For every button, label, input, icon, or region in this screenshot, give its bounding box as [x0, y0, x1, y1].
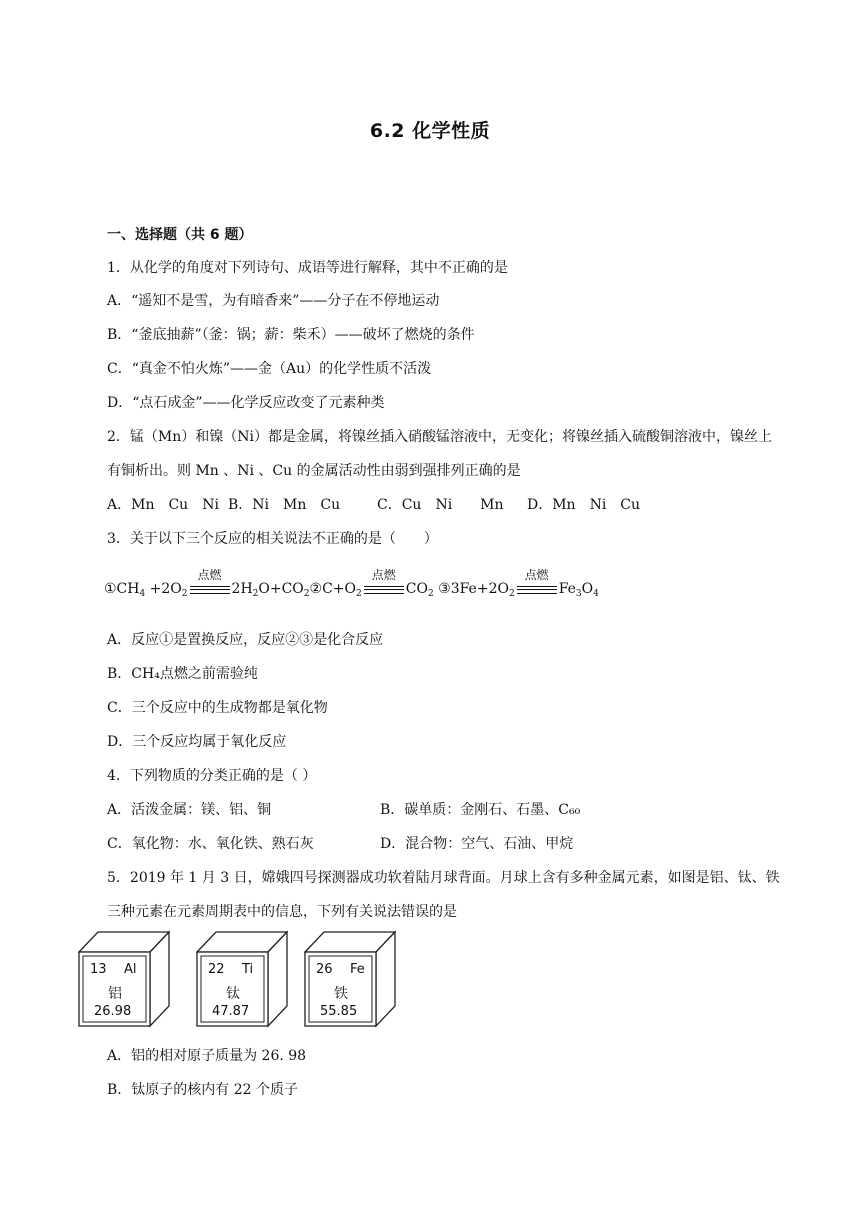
q4-option-c: C．氧化物：水、氧化铁、熟石灰 [107, 836, 314, 852]
q4-option-b: B．碳单质：金刚石、石墨、C₆₀ [380, 802, 581, 818]
reaction-condition: 点燃 [197, 568, 222, 582]
q3-option-a: A．反应①是置换反应，反应②③是化合反应 [107, 632, 384, 648]
element-card-iron [304, 928, 396, 1028]
element-name: 铝 [108, 986, 122, 1002]
q2-option-a: A．Mn Cu Ni [107, 497, 219, 513]
q2-option-b: B．Ni Mn Cu [228, 497, 341, 513]
equation-3: $③3Fe+2O_2$ 点燃 $Fe_3O_4$ [438, 581, 599, 597]
q4-option-a: A．活泼金属：镁、铝、铜 [107, 802, 272, 818]
element-symbol: Al [124, 962, 137, 977]
page-title: 6.2 化学性质 [369, 120, 491, 142]
q1-option-d: D．“点石成金”——化学反应改变了元素种类 [107, 395, 385, 411]
q3-option-b: B．CH₄点燃之前需验纯 [107, 666, 258, 682]
reaction-condition: 点燃 [524, 568, 549, 582]
atomic-mass: 26.98 [94, 1004, 132, 1019]
q1-option-b: B．“釜底抽薪”（釜：锅；薪：柴禾）——破坏了燃烧的条件 [107, 327, 475, 343]
q4-option-d: D．混合物：空气、石油、甲烷 [380, 836, 574, 852]
atomic-mass: 55.85 [320, 1004, 358, 1019]
atomic-number: 13 [90, 962, 107, 977]
q2-option-d: D．Mn Ni Cu [527, 497, 641, 513]
q3-stem: 3．关于以下三个反应的相关说法不正确的是（ ） [107, 531, 438, 547]
q3-option-d: D．三个反应均属于氧化反应 [107, 734, 287, 750]
q1-stem: 1．从化学的角度对下列诗句、成语等进行解释，其中不正确的是 [107, 260, 508, 276]
q1-option-a: A．“遥知不是雪，为有暗香来”——分子在不停地运动 [107, 293, 440, 309]
atomic-mass: 47.87 [212, 1004, 250, 1019]
element-name: 铁 [334, 986, 348, 1002]
element-symbol: Fe [350, 962, 365, 977]
element-symbol: Ti [242, 962, 254, 977]
element-name: 钛 [226, 986, 240, 1002]
section-heading: 一、选择题（共 6 题） [107, 227, 253, 243]
q3-option-c: C．三个反应中的生成物都是氧化物 [107, 700, 328, 716]
q4-options-row2 [107, 834, 707, 854]
q2-stem-line2: 有铜析出。则 Mn 、Ni 、Cu 的金属活动性由弱到强排列正确的是 [107, 463, 521, 479]
q2-stem-line1: 2．锰（Mn）和镍（Ni）都是金属，将镍丝插入硝酸锰溶液中，无变化；将镍丝插入硫酸铜溶液中，镍丝上 [107, 429, 772, 445]
atomic-number: 26 [316, 962, 333, 977]
element-card-titanium [196, 928, 288, 1028]
q5-option-a: A．铝的相对原子质量为 26. 98 [107, 1048, 307, 1064]
q2-option-c: C．Cu Ni Mn [377, 497, 504, 513]
q3-equations [104, 568, 599, 599]
equation-2: $②C+O_2$ 点燃 $CO_2$ [310, 581, 439, 597]
reaction-condition: 点燃 [371, 568, 396, 582]
q4-stem: 4．下列物质的分类正确的是（ ） [107, 768, 317, 784]
q5-stem-line1: 5．2019 年 1 月 3 日，嫦娥四号探测器成功软着陆月球背面。月球上含有多种金属元素，如图是铝、钛、铁 [107, 870, 780, 886]
q5-option-b: B．钛原子的核内有 22 个质子 [107, 1082, 299, 1098]
q1-option-c: C．“真金不怕火炼”——金（Au）的化学性质不活泼 [107, 361, 432, 377]
atomic-number: 22 [208, 962, 225, 977]
equation-1: $①CH_4 +2O_2$ 点燃 $2H_2O+CO_2$ [104, 581, 310, 597]
q4-options-row1 [107, 800, 707, 820]
periodic-table-figure [78, 928, 398, 1030]
q5-stem-line2: 三种元素在元素周期表中的信息，下列有关说法错误的是 [107, 904, 457, 920]
element-card-aluminum [78, 928, 170, 1028]
